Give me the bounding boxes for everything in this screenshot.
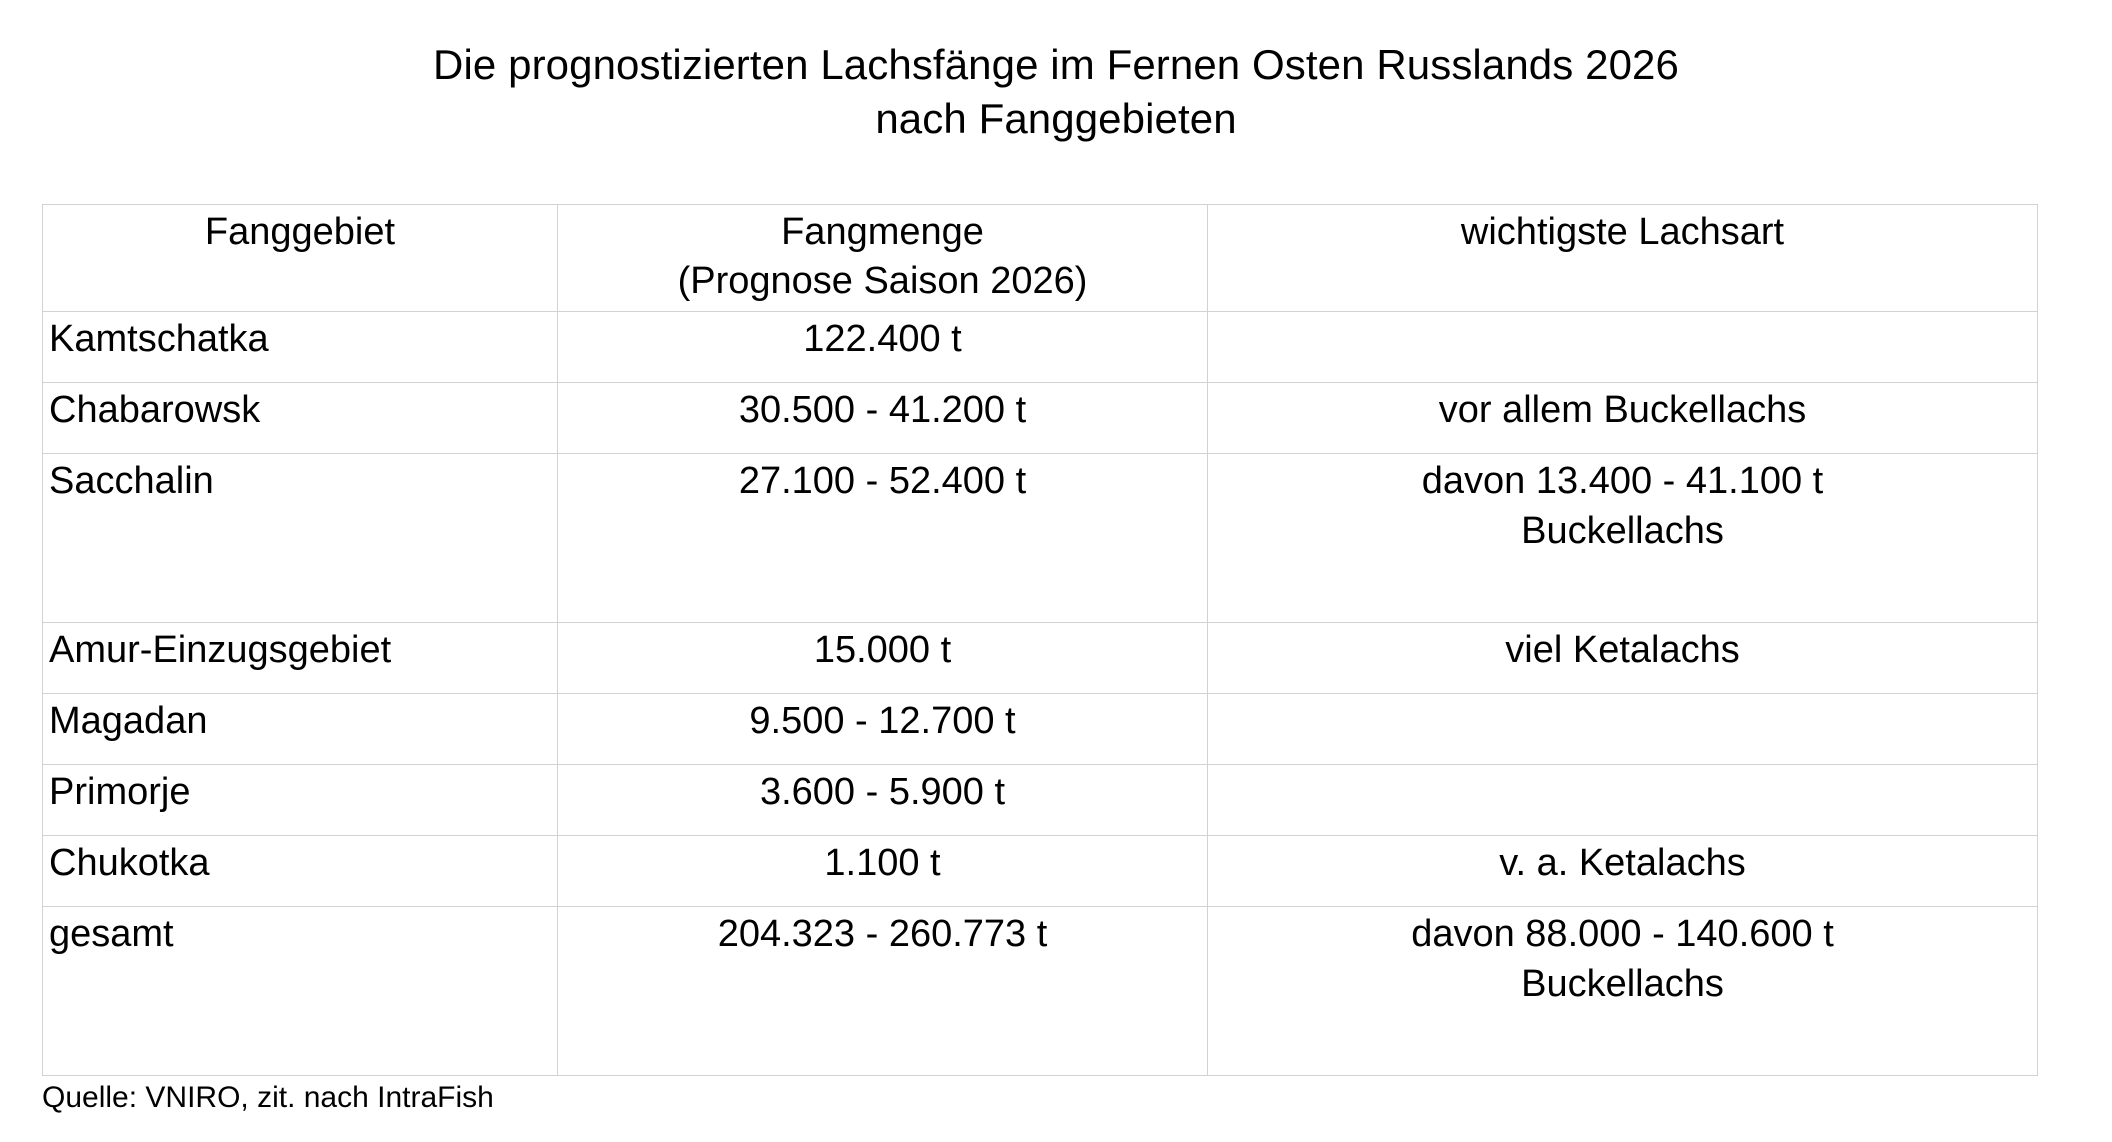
source-note: Quelle: VNIRO, zit. nach IntraFish xyxy=(42,1081,494,1115)
cell-species-line1: davon 13.400 - 41.100 t xyxy=(1421,460,1824,503)
table-row-total xyxy=(43,907,2038,1076)
column-header-amount xyxy=(558,204,1208,312)
cell-species xyxy=(1208,312,2038,383)
cell-species-line2: Buckellachs xyxy=(1521,509,1724,552)
table-row xyxy=(43,765,2038,836)
cell-region: gesamt xyxy=(43,907,558,1076)
cell-region: Kamtschatka xyxy=(43,312,558,383)
cell-region: Primorje xyxy=(43,765,558,836)
cell-species-line2: Buckellachs xyxy=(1521,962,1724,1005)
cell-amount: 122.400 t xyxy=(558,312,1208,383)
table-container xyxy=(42,204,2070,1077)
page-title xyxy=(0,0,2112,146)
table-row xyxy=(43,383,2038,454)
cell-species xyxy=(1208,765,2038,836)
table-row xyxy=(43,454,2038,623)
cell-species xyxy=(1208,694,2038,765)
cell-amount: 15.000 t xyxy=(558,623,1208,694)
cell-region: Sacchalin xyxy=(43,454,558,623)
page-title-line2: nach Fanggebieten xyxy=(875,94,1237,142)
cell-species-line1: davon 88.000 - 140.600 t xyxy=(1411,913,1834,956)
cell-species: viel Ketalachs xyxy=(1208,623,2038,694)
forecast-table xyxy=(42,204,2038,1077)
cell-region: Chabarowsk xyxy=(43,383,558,454)
cell-species xyxy=(1208,907,2038,1076)
cell-amount: 30.500 - 41.200 t xyxy=(558,383,1208,454)
table-row xyxy=(43,312,2038,383)
table-row xyxy=(43,623,2038,694)
table-row xyxy=(43,694,2038,765)
table-row xyxy=(43,836,2038,907)
column-header-region: Fanggebiet xyxy=(43,204,558,312)
column-header-amount-line1: Fangmenge xyxy=(781,210,984,253)
cell-amount: 204.323 - 260.773 t xyxy=(558,907,1208,1076)
cell-region: Chukotka xyxy=(43,836,558,907)
cell-amount: 3.600 - 5.900 t xyxy=(558,765,1208,836)
table-header-row xyxy=(43,204,2038,312)
cell-amount: 9.500 - 12.700 t xyxy=(558,694,1208,765)
column-header-amount-line2: (Prognose Saison 2026) xyxy=(677,259,1088,302)
column-header-species: wichtigste Lachsart xyxy=(1208,204,2038,312)
cell-region: Magadan xyxy=(43,694,558,765)
cell-amount: 27.100 - 52.400 t xyxy=(558,454,1208,623)
page-title-line1: Die prognostizierten Lachsfänge im Fernen Osten Russlands 2026 xyxy=(433,41,1679,88)
cell-species xyxy=(1208,454,2038,623)
cell-region: Amur-Einzugsgebiet xyxy=(43,623,558,694)
cell-species: v. a. Ketalachs xyxy=(1208,836,2038,907)
cell-species: vor allem Buckellachs xyxy=(1208,383,2038,454)
cell-amount: 1.100 t xyxy=(558,836,1208,907)
